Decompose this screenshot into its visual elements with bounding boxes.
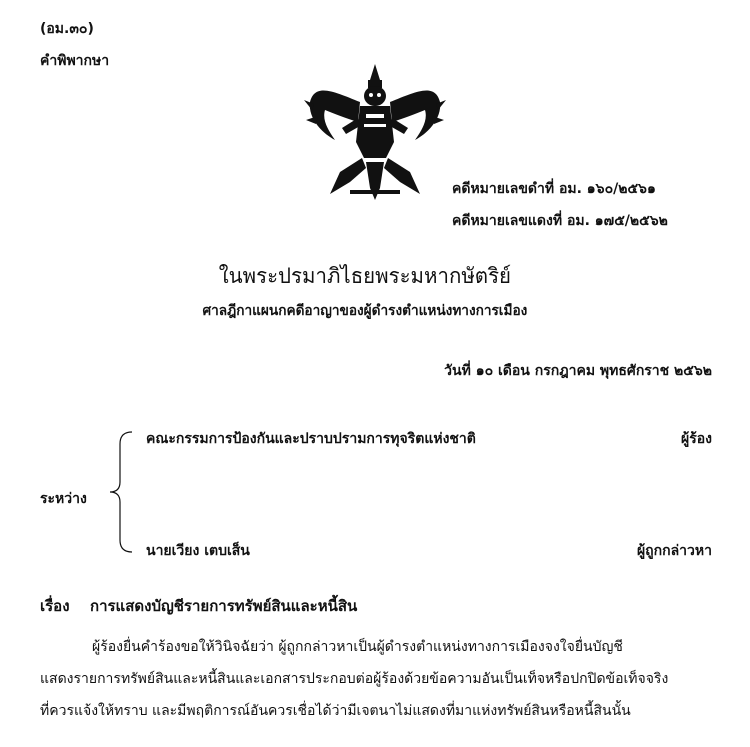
defendant-name: นายเวียง เตบเส็น xyxy=(146,543,250,559)
subject-text: การแสดงบัญชีรายการทรัพย์สินและหนี้สิน xyxy=(90,597,358,615)
plaintiff-role: ผู้ร้อง xyxy=(681,431,712,447)
royal-heading: ในพระปรมาภิไธยพระมหากษัตริย์ xyxy=(218,264,512,288)
garuda-emblem-icon xyxy=(300,62,450,202)
body-line-2: แสดงรายการทรัพย์สินและหนี้สินและเอกสารประกอบต่อผู้ร้องด้วยข้อความอันเป็นเท็จหรือปกปิดข้อเท็จจริง xyxy=(40,671,669,687)
subject-label: เรื่อง xyxy=(40,597,70,615)
body-line-3: ที่ควรแจ้งให้ทราบ และมีพฤติการณ์อันควรเชื่อได้ว่ามีเจตนาไม่แสดงที่มาแห่งทรัพย์สินหรือหนี้สินนั้น xyxy=(40,703,631,719)
form-code: (อม.๓๐) xyxy=(40,21,94,37)
document-type: คำพิพากษา xyxy=(40,53,110,69)
defendant-role: ผู้ถูกกล่าวหา xyxy=(636,543,712,559)
brace-icon xyxy=(108,430,138,554)
judgment-date: วันที่ ๑๐ เดือน กรกฎาคม พุทธศักราช ๒๕๖๒ xyxy=(444,363,712,379)
between-label: ระหว่าง xyxy=(40,491,87,507)
plaintiff-name: คณะกรรมการป้องกันและปราบปรามการทุจริตแห่งชาติ xyxy=(146,431,476,447)
body-line-1: ผู้ร้องยื่นคำร้องขอให้วินิจฉัยว่า ผู้ถูกกล่าวหาเป็นผู้ดำรงตำแหน่งทางการเมืองจงใจยื่นบัญชี xyxy=(92,639,623,655)
red-case-number: คดีหมายเลขแดงที่ อม. ๑๗๕/๒๕๖๒ xyxy=(452,213,668,229)
black-case-number: คดีหมายเลขดำที่ อม. ๑๖๐/๒๕๖๑ xyxy=(452,181,656,197)
court-name: ศาลฎีกาแผนกคดีอาญาของผู้ดำรงตำแหน่งทางการเมือง xyxy=(202,303,528,319)
